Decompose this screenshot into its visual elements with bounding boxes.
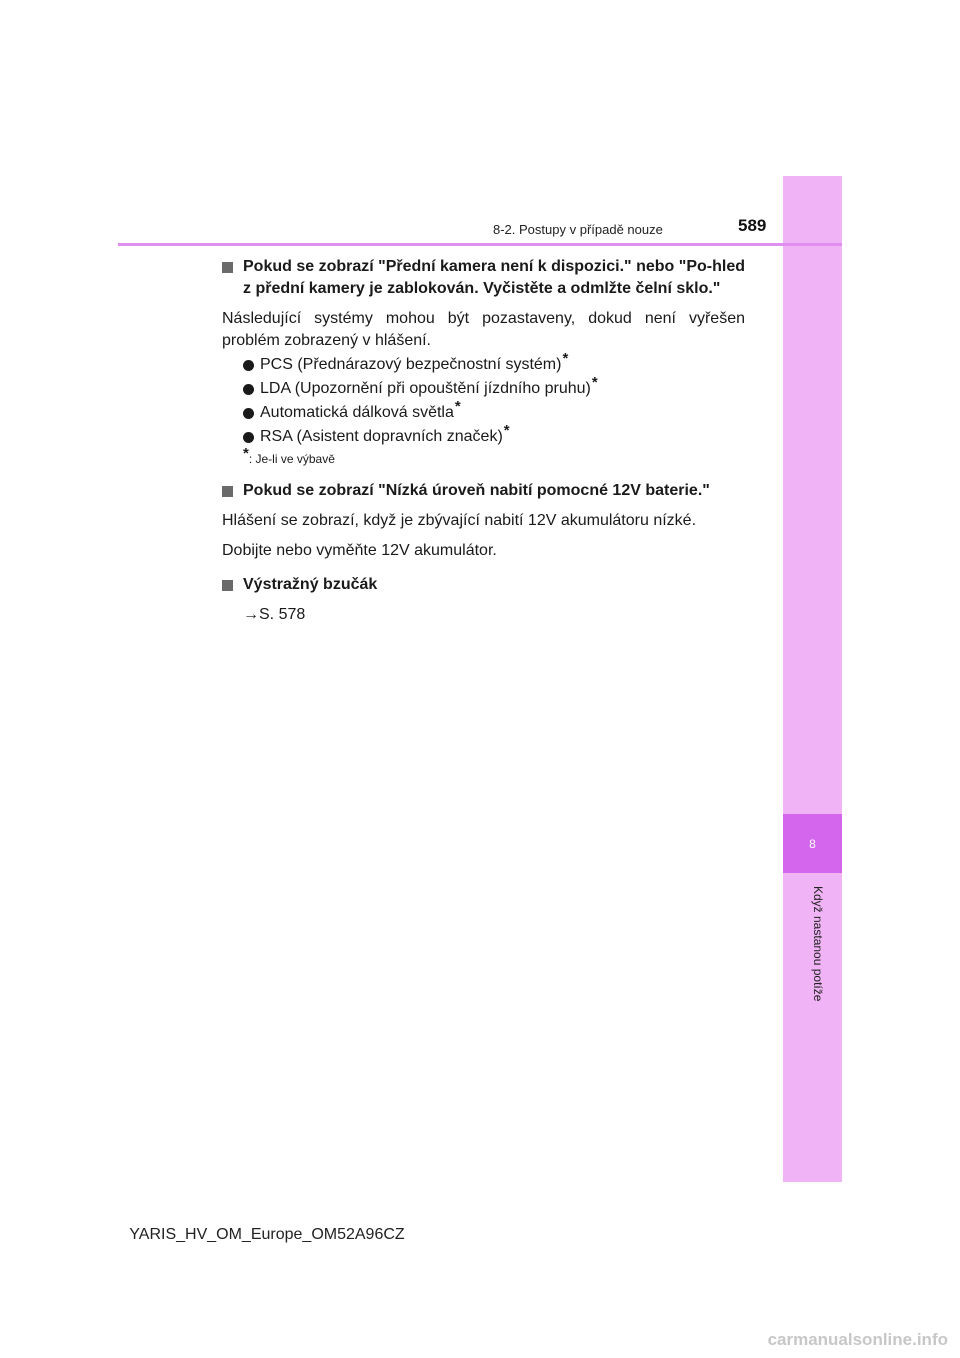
list-item — [243, 397, 745, 424]
square-bullet-icon — [222, 262, 233, 273]
list-item — [243, 373, 745, 400]
list-item — [243, 421, 745, 448]
heading-text: Pokud se zobrazí "Nízká úroveň nabití pomocné 12V baterie." — [243, 482, 710, 499]
paragraph: Dobijte nebo vyměňte 12V akumulátor. — [222, 542, 497, 559]
page-number: 589 — [738, 216, 767, 235]
side-chapter-tab — [783, 176, 842, 1182]
page-reference-link[interactable]: →S. 578 — [243, 606, 306, 623]
page-content — [222, 252, 745, 626]
header-divider — [118, 243, 842, 246]
section-warning-buzzer — [222, 574, 745, 626]
bullet-dot-icon — [243, 408, 254, 419]
bullet-dot-icon — [243, 360, 254, 371]
section-heading — [222, 480, 745, 502]
footnote-star: * — [454, 397, 461, 415]
chapter-number: 8 — [783, 814, 842, 873]
square-bullet-icon — [222, 580, 233, 591]
header-section-title: 8-2. Postupy v případě nouze — [493, 222, 663, 237]
list-item-text: RSA (Asistent dopravních značek) — [260, 428, 503, 445]
heading-text: Výstražný bzučák — [243, 576, 378, 593]
square-bullet-icon — [222, 486, 233, 497]
footnote-star: * — [503, 421, 510, 439]
chapter-label: Když nastanou potíže — [811, 886, 825, 1002]
section-heading — [222, 256, 745, 300]
footnote-text: : Je-li ve výbavě — [248, 452, 335, 466]
bullet-dot-icon — [243, 384, 254, 395]
paragraph: Hlášení se zobrazí, když je zbývající nabití 12V akumulátoru nízké. — [222, 512, 697, 529]
section-front-camera — [222, 256, 745, 468]
document-footer — [0, 1226, 960, 1244]
watermark: carmanualsonline.info — [767, 1330, 948, 1349]
paragraph: Následující systémy mohou být pozastaveny, dokud není vyřešen problém zobrazený v hlášení. — [222, 310, 745, 349]
section-heading — [222, 574, 745, 596]
list-item-text: LDA (Upozornění při opouštění jízdního pruhu) — [260, 380, 591, 397]
section-12v-battery — [222, 480, 745, 562]
footnote-star: * — [562, 349, 569, 367]
heading-text: Pokud se zobrazí "Přední kamera není k dispozici." nebo "Po-hled z přední kamery je zablokován. Vyčistěte a odmlžte čelní sklo." — [243, 258, 745, 297]
bullet-dot-icon — [243, 432, 254, 443]
list-item-text: PCS (Přednárazový bezpečnostní systém) — [260, 356, 562, 373]
list-item — [243, 349, 745, 376]
list-item-text: Automatická dálková světla — [260, 404, 454, 421]
footnote — [243, 445, 745, 468]
footnote-star: * — [243, 445, 249, 462]
footnote-star: * — [591, 373, 598, 391]
footer-text: YARIS_HV_OM_Europe_OM52A96CZ — [129, 1226, 405, 1243]
